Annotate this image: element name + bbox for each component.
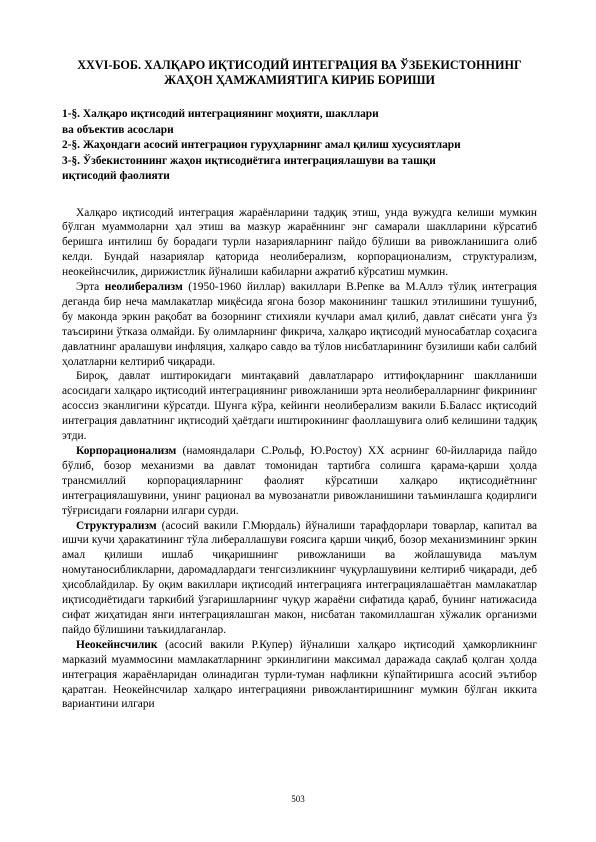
- paragraph-6-text: (асосий вакили Р.Купер) йўналиши халқаро иқтисодий ҳамкорликнинг марказий муаммосини мамлакатларнинг эркинлигини максимал даражада сақлаб қолган ҳолда интеграция жараёнларидан олинадиган турли-туман нафликни кўпайтиришга асосий эътибор қаратган. Неокейнсчилар халқаро интеграцияни ривожлантиришнинг мумкин бўлган иккита вариантини илгари: [62, 638, 537, 711]
- paragraph-4-text: (намояндалари С.Рольф, Ю.Ростоу) ХХ асрнинг 60-йилларида пайдо бўлиб, бозор механизми ва давлат томонидан тартибга солишга қарама-қарши ҳолда трансмиллий корпорацияларнинг фаолият кўрсатиши халқаро иқтисодиётнинг интеграциялашувини, унинг рационал ва мувозанатли ривожланишини таъминлашга қодирлиги тўғрисидаги ғояларни илгари сурди.: [62, 445, 537, 517]
- section-heading-1: 1-§. Халқаро иқтисодий интеграциянинг моҳияти, шакллари: [62, 108, 379, 120]
- section-heading-3: 3-§. Ўзбекистоннинг жаҳон иқтисодиётига интеграциялашуви ва ташқи: [62, 154, 436, 167]
- paragraph-2: [62, 280, 537, 369]
- chapter-title: [62, 58, 537, 88]
- term-structuralism: Структурализм: [76, 519, 157, 532]
- paragraph-1: Халқаро иқтисодий интеграция жараёнларини тадқиқ этиш, унда вужудга келиши мумкин бўлган муаммоларни ҳал этиш ва мазкур жараённинг энг самарали шаклларини кўрсатиб беришга интилиш бу борадаги турли назарияларнинг пайдо бўлиши ва ривожланишига олиб келди. Бундай назариялар қаторида неолиберализм, корпорационализм, структурализм, неокейнсчилик, дирижистлик йўналиши кабиларни ажратиб кўрсатиш мумкин.: [62, 206, 537, 279]
- paragraph-5-text: (асосий вакили Г.Мюрдаль) йўналиши тарафдорлари товарлар, капитал ва ишчи кучи ҳаракатининг тўла либераллашуви ғоясига қарши чиқиб, бозор механизмининг эркин амал қилиши ишлаб чиқаришнинг ривожланиши ва жойлашувида маълум номутаносибликларни, даромадлардаги тенгсизликнинг чуқурлашувини келтириб чиқаради, деб ҳисоблайдилар. Бу оқим вакиллари иқтисодий интеграцияга интеграциялашаётган мамлакатлар иқтисодиётидаги таркибий ўзгаришларнинг чуқур жараёни сифатида қараб, бунинг натижасида сифат жиҳатидан янги интеграциялашган макон, нисбатан такомиллашган хўжалик организми пайдо бўлишини таъкидлаганлар.: [62, 519, 537, 636]
- term-corporationalism: Корпорационализм: [76, 445, 177, 457]
- term-neokeynesianism: Неокейнсчилик: [76, 638, 158, 651]
- paragraph-6: [62, 638, 537, 713]
- section-heading-2: 2-§. Жаҳондаги асосий интеграцион гуруҳларнинг амал қилиш хусусиятлари: [62, 139, 461, 151]
- section-heading-1-cont: ва объектив асослари: [62, 123, 174, 136]
- section-heading-3-cont: иқтисодий фаолияти: [62, 170, 170, 182]
- chapter-title-line-2: ЖАҲОН ҲАМЖАМИЯТИГА КИРИБ БОРИШИ: [164, 73, 435, 87]
- paragraph-2-text: (1950-1960 йиллар) вакиллари В.Репке ва М.Аллэ тўлиқ интеграция деганда бир неча мамлакатлар миқёсида ягона бозор маконининг ташкил этилишини тушуниб, бу маконда эркин рақобат ва бозорнинг стихияли кучлари амал қилиб, давлат сиёсати унга ўз таъсирини ўтказа олмайди. Бу олимларнинг фикрича, халқаро иқтисодий муносабатлар соҳасига давлатнинг аралашуви инфляция, халқаро савдо ва тўлов нисбатларининг бузилиши каби салбий ҳолатларни келтириб чиқаради.: [62, 281, 538, 368]
- paragraph-2-lead: Эрта: [76, 281, 105, 294]
- paragraph-3: Бироқ, давлат иштирокидаги минтақавий давлатлараро иттифоқларнинг шаклланиши асосидаги халқаро иқтисодий интеграциянинг ривожланиши эрта неолибералларнинг фикрининг асоссиз эканлигини кўрсатди. Шунга кўра, кейинги неолиберализм вакили Б.Баласс иқтисодий интеграция давлатнинг иқтисодий ҳаётдаги иштирокининг фаоллашувига олиб келишини тадқиқ этди.: [62, 370, 537, 443]
- term-neoliberalism: неолиберализм: [104, 281, 183, 294]
- paragraph-4: [62, 444, 537, 519]
- chapter-title-line-1: XXVI-БОБ. ХАЛҚАРО ИҚТИСОДИЙ ИНТЕГРАЦИЯ ВА ЎЗБЕКИСТОННИНГ: [77, 58, 522, 72]
- document-page: [62, 58, 537, 712]
- body-text: [62, 206, 537, 713]
- paragraph-5: [62, 519, 537, 638]
- section-list: [62, 107, 537, 185]
- page-number: 503: [291, 794, 305, 804]
